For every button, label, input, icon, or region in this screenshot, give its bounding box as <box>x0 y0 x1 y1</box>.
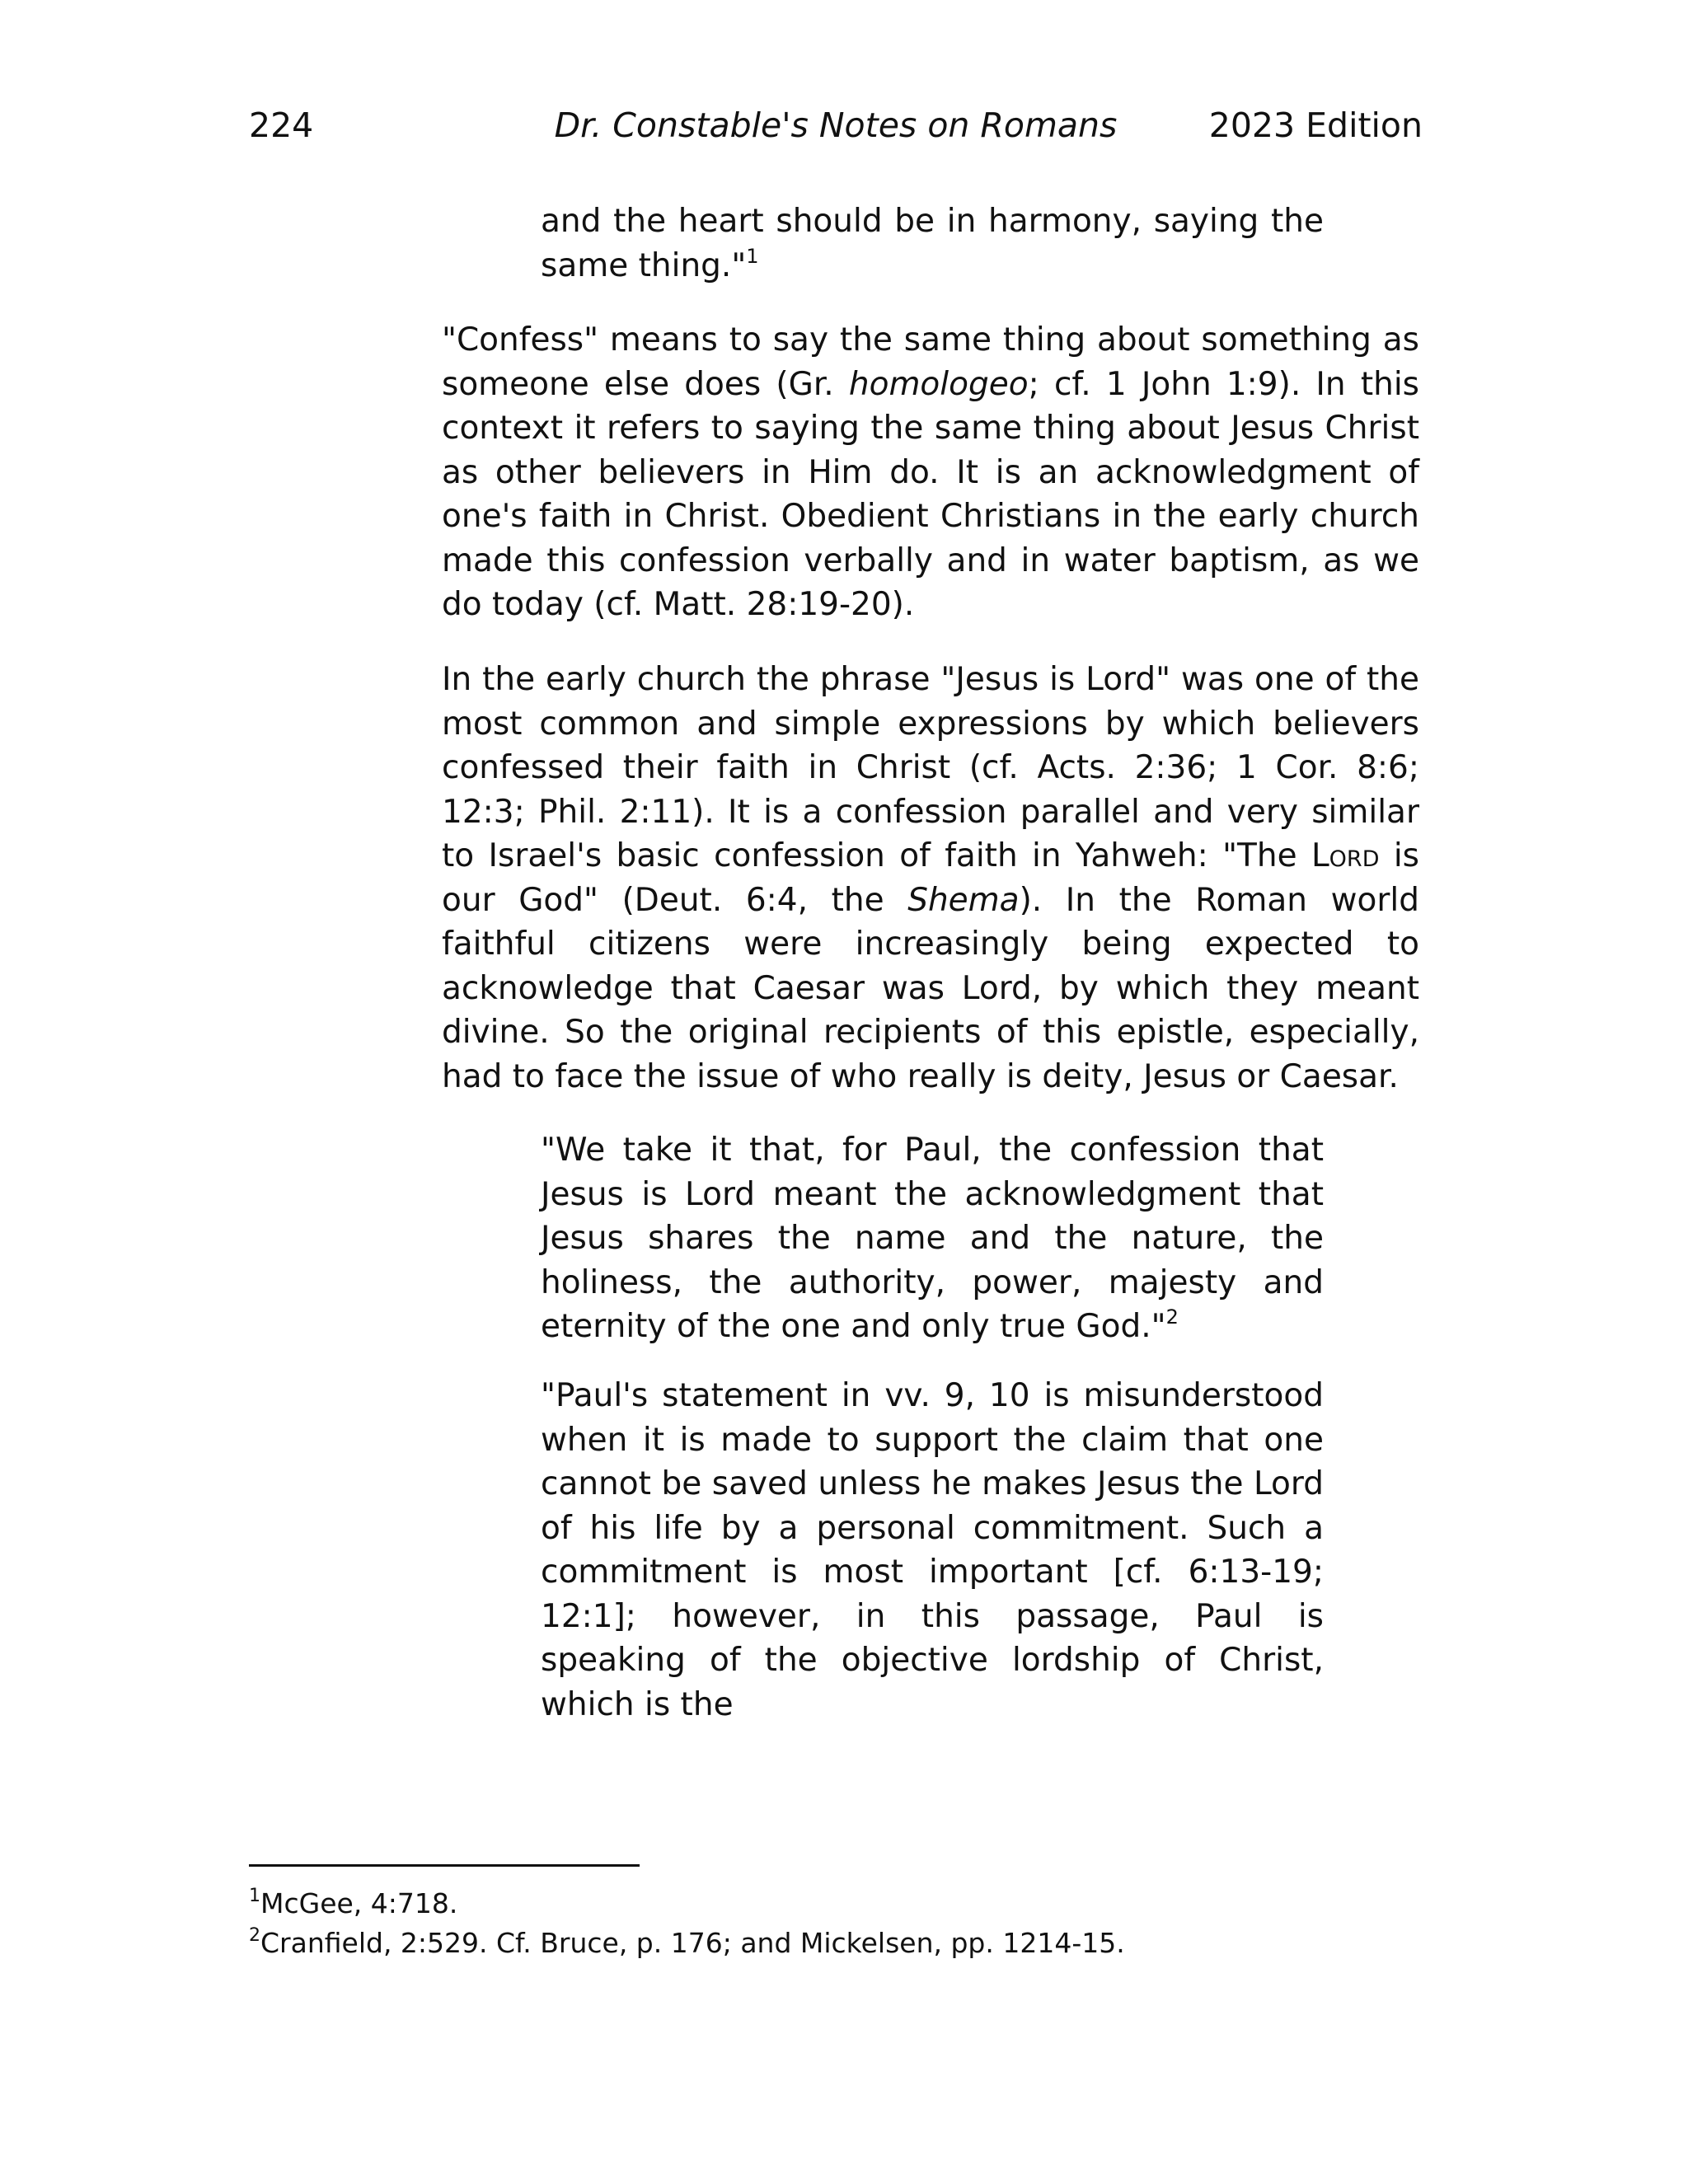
page-header <box>249 101 1423 150</box>
footnote-text: Cranfield, 2:529. Cf. Bruce, p. 176; and Mickelsen, pp. 1214-15. <box>260 1927 1125 1959</box>
paragraph-text <box>442 658 1419 1099</box>
quote-text <box>541 199 1324 288</box>
quote-text-body: "We take it that, for Paul, the confession that Jesus is Lord meant the acknowledgment that Jesus shares the name and the nature, the holiness, the authority, power, majesty and eternity of the one and only true God." <box>541 1132 1324 1345</box>
paragraph-confess <box>442 318 1419 627</box>
block-quote-cranfield <box>541 1128 1324 1349</box>
block-quote-pauls-statement <box>541 1374 1324 1727</box>
footnote-reference: 1 <box>746 244 759 268</box>
footnotes <box>249 1884 1423 1963</box>
paragraph-text-part: is our God" (Deut. 6:4, the <box>442 837 1419 919</box>
paragraph-text-part: ; cf. 1 John 1:9). In this context it refers to saying the same thing about Jesus Christ as other believers in Him do. It is an acknowledgment of one's faith in Christ. Obedient Christians in the early church made this confession verbally and in water baptism, as we do today (cf. Matt. 28:19-20). <box>442 365 1419 623</box>
paragraph-text-part: In the early church the phrase "Jesus is Lord" was one of the most common and simple expressions by which believers confessed their faith in Christ (cf. Acts. 2:36; 1 Cor. 8:6; 12:3; Phil. 2:11). It is a confession parallel and very similar to Israel's basic confession of faith in Yahweh: "The <box>442 661 1419 874</box>
quote-text-body: and the heart should be in harmony, saying the same thing." <box>541 203 1324 284</box>
paragraph-text <box>442 318 1419 627</box>
paragraph-text-part: ). In the Roman world faithful citizens were increasingly being expected to acknowledge that Caesar was Lord, by which they meant divine. So the original recipients of this epistle, especially, had to face the issue of who really is deity, Jesus or Caesar. <box>442 881 1419 1095</box>
edition-label: 2023 Edition <box>1208 105 1423 145</box>
running-title: Dr. Constable's Notes on Romans <box>554 105 1118 145</box>
page-number: 224 <box>249 105 314 145</box>
footnote-separator <box>249 1864 640 1867</box>
footnote-text: McGee, 4:718. <box>260 1887 458 1919</box>
footnote-number: 1 <box>249 1886 260 1906</box>
footnote-1 <box>249 1884 1423 1924</box>
footnote-2 <box>249 1924 1423 1963</box>
shema-term: Shema <box>907 881 1020 919</box>
quote-text <box>541 1128 1324 1349</box>
footnote-number: 2 <box>249 1925 260 1946</box>
quote-text: "Paul's statement in vv. 9, 10 is misunderstood when it is made to support the claim that one cannot be saved unless he makes Jesus the Lord of his life by a personal commitment. Such a commitment is most important [cf. 6:13-19; 12:1]; however, in this passage, Paul is speaking of the objective lordship of Christ, which is the <box>541 1377 1324 1723</box>
footnote-reference: 2 <box>1165 1305 1179 1329</box>
lord-smallcaps: Lord <box>1311 837 1380 874</box>
greek-term: homologeo <box>848 365 1029 403</box>
block-quote-continuation <box>541 199 1324 288</box>
paragraph-text-part: "Confess" means to say the same thing about something as someone else does (Gr. <box>442 321 1419 403</box>
paragraph-jesus-is-lord <box>442 658 1419 1099</box>
